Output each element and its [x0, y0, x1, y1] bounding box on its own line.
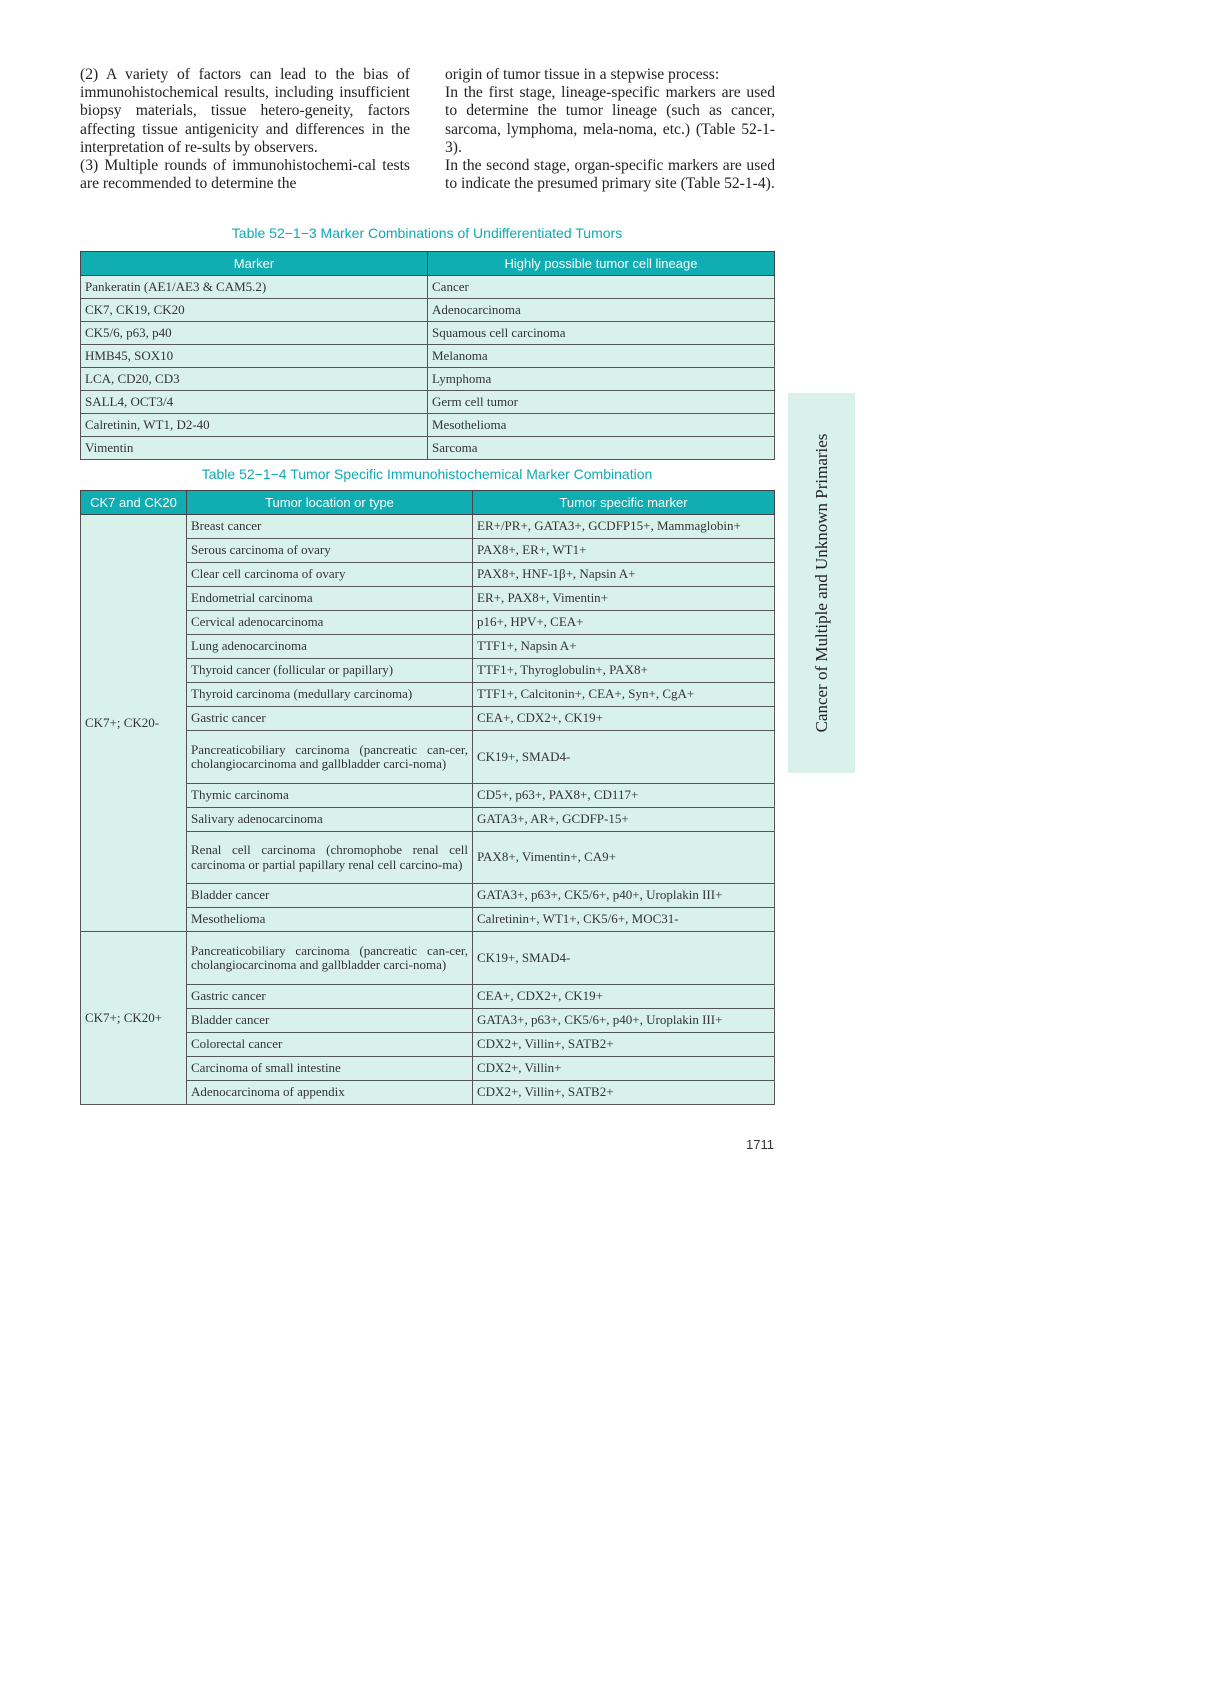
- table-cell: ER+, PAX8+, Vimentin+: [473, 587, 775, 611]
- table-row: [81, 437, 775, 460]
- table-cell: Renal cell carcinoma (chromophobe renal cell carcinoma or partial papillary renal cell carcino-ma): [187, 832, 473, 884]
- paragraph: In the first stage, lineage-specific markers are used to determine the tumor lineage (such as cancer, sarcoma, lymphoma, mela-noma, etc.) (Table 52-1-3).: [445, 84, 775, 156]
- table-cell: Bladder cancer: [187, 1009, 473, 1033]
- table-row: [81, 515, 775, 539]
- table-cell: ER+/PR+, GATA3+, GCDFP15+, Mammaglobin+: [473, 515, 775, 539]
- column-header: Highly possible tumor cell lineage: [428, 252, 775, 276]
- table-caption: Table 52−1−4 Tumor Specific Immunohistochemical Marker Combination: [201, 466, 653, 482]
- table-cell: SALL4, OCT3/4: [81, 391, 428, 414]
- table-cell: Gastric cancer: [187, 985, 473, 1009]
- chapter-side-tab: [788, 393, 855, 773]
- table-caption: Table 52−1−3 Marker Combinations of Undifferentiated Tumors: [231, 225, 623, 241]
- table-cell: CD5+, p63+, PAX8+, CD117+: [473, 784, 775, 808]
- table-cell: Salivary adenocarcinoma: [187, 808, 473, 832]
- table-cell: PAX8+, Vimentin+, CA9+: [473, 832, 775, 884]
- table-cell: CEA+, CDX2+, CK19+: [473, 985, 775, 1009]
- table-cell: Thymic carcinoma: [187, 784, 473, 808]
- table-cell: Calretinin, WT1, D2-40: [81, 414, 428, 437]
- table-cell: Pancreaticobiliary carcinoma (pancreatic can-cer, cholangiocarcinoma and gallbladder carci-noma): [187, 731, 473, 784]
- table-cell: CK19+, SMAD4-: [473, 731, 775, 784]
- table-cell: TTF1+, Napsin A+: [473, 635, 775, 659]
- table-cell: CK7, CK19, CK20: [81, 299, 428, 322]
- table-cell: Germ cell tumor: [428, 391, 775, 414]
- column-header: Marker: [81, 252, 428, 276]
- paragraph: origin of tumor tissue in a stepwise process:: [445, 66, 720, 83]
- table-row: [81, 276, 775, 299]
- right-text-column: [445, 66, 775, 193]
- table-cell: CDX2+, Villin+, SATB2+: [473, 1033, 775, 1057]
- table-row: [81, 322, 775, 345]
- table-cell: Pankeratin (AE1/AE3 & CAM5.2): [81, 276, 428, 299]
- column-header: Tumor location or type: [187, 491, 473, 515]
- table-row: [81, 414, 775, 437]
- table-cell: CK19+, SMAD4-: [473, 932, 775, 985]
- table-cell: TTF1+, Calcitonin+, CEA+, Syn+, CgA+: [473, 683, 775, 707]
- table-row: [81, 932, 775, 985]
- table-cell: GATA3+, p63+, CK5/6+, p40+, Uroplakin III+: [473, 884, 775, 908]
- table-cell: Sarcoma: [428, 437, 775, 460]
- table-cell: TTF1+, Thyroglobulin+, PAX8+: [473, 659, 775, 683]
- chapter-title: Cancer of Multiple and Unknown Primaries: [811, 433, 831, 733]
- table-cell: Cervical adenocarcinoma: [187, 611, 473, 635]
- table-cell: Cancer: [428, 276, 775, 299]
- table-cell: Squamous cell carcinoma: [428, 322, 775, 345]
- table-cell: GATA3+, p63+, CK5/6+, p40+, Uroplakin III+: [473, 1009, 775, 1033]
- table-cell: Mesothelioma: [187, 908, 473, 932]
- table-cell: CDX2+, Villin+, SATB2+: [473, 1081, 775, 1105]
- column-header: Tumor specific marker: [473, 491, 775, 515]
- table-cell: Breast cancer: [187, 515, 473, 539]
- table-cell: Colorectal cancer: [187, 1033, 473, 1057]
- table-cell: Lymphoma: [428, 368, 775, 391]
- marker-combinations-table: [80, 251, 775, 460]
- page-number: 1711: [746, 1137, 774, 1152]
- table-cell: Gastric cancer: [187, 707, 473, 731]
- table-cell: Adenocarcinoma: [428, 299, 775, 322]
- table-cell: Clear cell carcinoma of ovary: [187, 563, 473, 587]
- table-cell: Bladder cancer: [187, 884, 473, 908]
- table-cell: CK5/6, p63, p40: [81, 322, 428, 345]
- table-cell: Lung adenocarcinoma: [187, 635, 473, 659]
- table-cell: LCA, CD20, CD3: [81, 368, 428, 391]
- table-cell: Thyroid carcinoma (medullary carcinoma): [187, 683, 473, 707]
- table-cell: Serous carcinoma of ovary: [187, 539, 473, 563]
- table-cell: Thyroid cancer (follicular or papillary): [187, 659, 473, 683]
- table-cell: Calretinin+, WT1+, CK5/6+, MOC31-: [473, 908, 775, 932]
- table-cell: Pancreaticobiliary carcinoma (pancreatic can-cer, cholangiocarcinoma and gallbladder carci-noma): [187, 932, 473, 985]
- table-cell: Mesothelioma: [428, 414, 775, 437]
- table-cell: Vimentin: [81, 437, 428, 460]
- table-cell: CEA+, CDX2+, CK19+: [473, 707, 775, 731]
- group-label-cell: CK7+; CK20+: [81, 932, 187, 1105]
- table-row: [81, 391, 775, 414]
- tumor-specific-marker-table: [80, 490, 775, 1105]
- table-cell: Melanoma: [428, 345, 775, 368]
- table-cell: CDX2+, Villin+: [473, 1057, 775, 1081]
- table-row: [81, 368, 775, 391]
- table-cell: Carcinoma of small intestine: [187, 1057, 473, 1081]
- group-label-cell: CK7+; CK20-: [81, 515, 187, 932]
- paragraph: In the second stage, organ-specific markers are used to indicate the presumed primary site (Table 52-1-4).: [445, 157, 775, 193]
- table-row: [81, 299, 775, 322]
- paragraph: (3) Multiple rounds of immunohistochemi-cal tests are recommended to determine the: [80, 157, 410, 193]
- table-cell: Adenocarcinoma of appendix: [187, 1081, 473, 1105]
- table-row: [81, 345, 775, 368]
- column-header: CK7 and CK20: [81, 491, 187, 515]
- table-cell: Endometrial carcinoma: [187, 587, 473, 611]
- table-cell: p16+, HPV+, CEA+: [473, 611, 775, 635]
- table-cell: GATA3+, AR+, GCDFP-15+: [473, 808, 775, 832]
- table-cell: HMB45, SOX10: [81, 345, 428, 368]
- left-text-column: [80, 66, 410, 193]
- table-cell: PAX8+, HNF-1β+, Napsin A+: [473, 563, 775, 587]
- paragraph: (2) A variety of factors can lead to the bias of immunohistochemical results, including insufficient biopsy materials, tissue hetero-geneity, factors affecting tissue antigenicity and differences in the interpretation of re-sults by observers.: [80, 66, 410, 156]
- table-cell: PAX8+, ER+, WT1+: [473, 539, 775, 563]
